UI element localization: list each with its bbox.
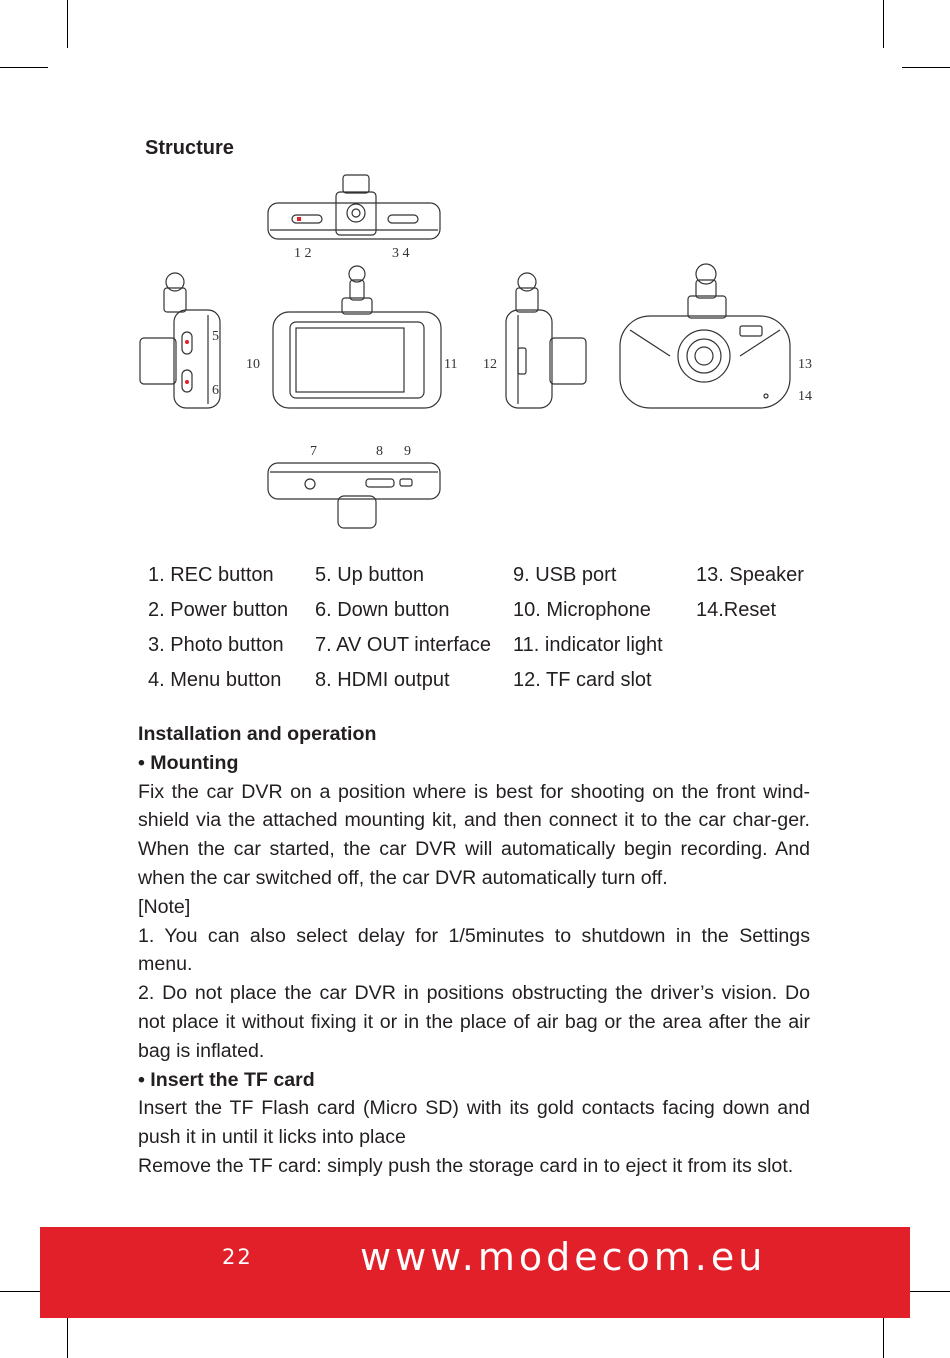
legend-item: 8. HDMI output	[315, 669, 450, 691]
callout-5: 5	[212, 329, 219, 344]
crop-mark	[902, 67, 950, 68]
legend-item: 5. Up button	[315, 564, 424, 586]
page-number: 22	[222, 1245, 253, 1269]
crop-mark	[67, 0, 68, 48]
tf-card-heading: • Insert the TF card	[138, 1068, 315, 1091]
callout-6: 6	[212, 383, 219, 398]
legend-item: 13. Speaker	[696, 564, 804, 586]
legend-column	[513, 561, 663, 701]
legend-column	[696, 561, 804, 631]
right-side-view-drawing	[506, 273, 586, 408]
rear-view-drawing	[620, 264, 790, 408]
front-view-drawing	[273, 266, 441, 408]
callout-12: 12	[483, 357, 497, 372]
callout-1-2: 1 2	[294, 246, 312, 261]
crop-mark	[883, 0, 884, 48]
callout-11: 11	[444, 357, 458, 372]
legend-item: 11. indicator light	[513, 634, 663, 656]
callout-7: 7	[310, 444, 317, 459]
callout-3-4: 3 4	[392, 246, 410, 261]
callout-9: 9	[404, 444, 411, 459]
callout-13: 13	[798, 357, 812, 372]
legend-item: 10. Microphone	[513, 599, 651, 621]
legend-column	[148, 561, 288, 701]
legend-item: 7. AV OUT interface	[315, 634, 492, 656]
left-side-view-drawing	[140, 273, 220, 408]
legend-column	[315, 561, 491, 701]
website-url: www.modecom.eu	[360, 1235, 767, 1279]
top-view-drawing	[268, 175, 440, 239]
dvr-structure-diagram	[130, 170, 830, 540]
legend-item: 2. Power button	[148, 599, 289, 621]
legend-item: 9. USB port	[513, 564, 617, 586]
footer-bar	[40, 1227, 910, 1318]
callout-10: 10	[246, 357, 260, 372]
legend-item: 6. Down button	[315, 599, 450, 621]
legend-item: 4. Menu button	[148, 669, 282, 691]
callout-8: 8	[376, 444, 383, 459]
mounting-paragraph: Fix the car DVR on a position where is best for shooting on the front wind-shield via the attached mounting kit, and then connect it to the car char-ger. When the car started, the car DVR will automatically begin recording. And when the car switched off, the car DVR automatically turn off.	[138, 780, 810, 889]
legend-item: 1. REC button	[148, 564, 274, 586]
callout-14: 14	[798, 389, 812, 404]
legend-item: 3. Photo button	[148, 634, 284, 656]
section-title: Structure	[145, 137, 234, 159]
note-item-1: 1. You can also select delay for 1/5minutes to shutdown in the Settings menu.	[138, 924, 810, 976]
instructions-body	[138, 720, 810, 1181]
bottom-view-drawing	[268, 463, 440, 528]
tf-card-remove-paragraph: Remove the TF card: simply push the storage card in to eject it from its slot.	[138, 1154, 794, 1177]
crop-mark	[0, 67, 48, 68]
note-label: [Note]	[138, 895, 191, 918]
legend-item: 14.Reset	[696, 599, 777, 621]
installation-heading: Installation and operation	[138, 723, 377, 745]
tf-card-insert-paragraph: Insert the TF Flash card (Micro SD) with its gold contacts facing down and push it in until it licks into place	[138, 1097, 810, 1149]
legend-item: 12. TF card slot	[513, 669, 652, 691]
note-item-2: 2. Do not place the car DVR in positions obstructing the driver’s vision. Do not place it without fixing it or in the place of air bag or the area after the air bag is inflated.	[138, 982, 810, 1062]
mounting-heading: • Mounting	[138, 751, 239, 774]
